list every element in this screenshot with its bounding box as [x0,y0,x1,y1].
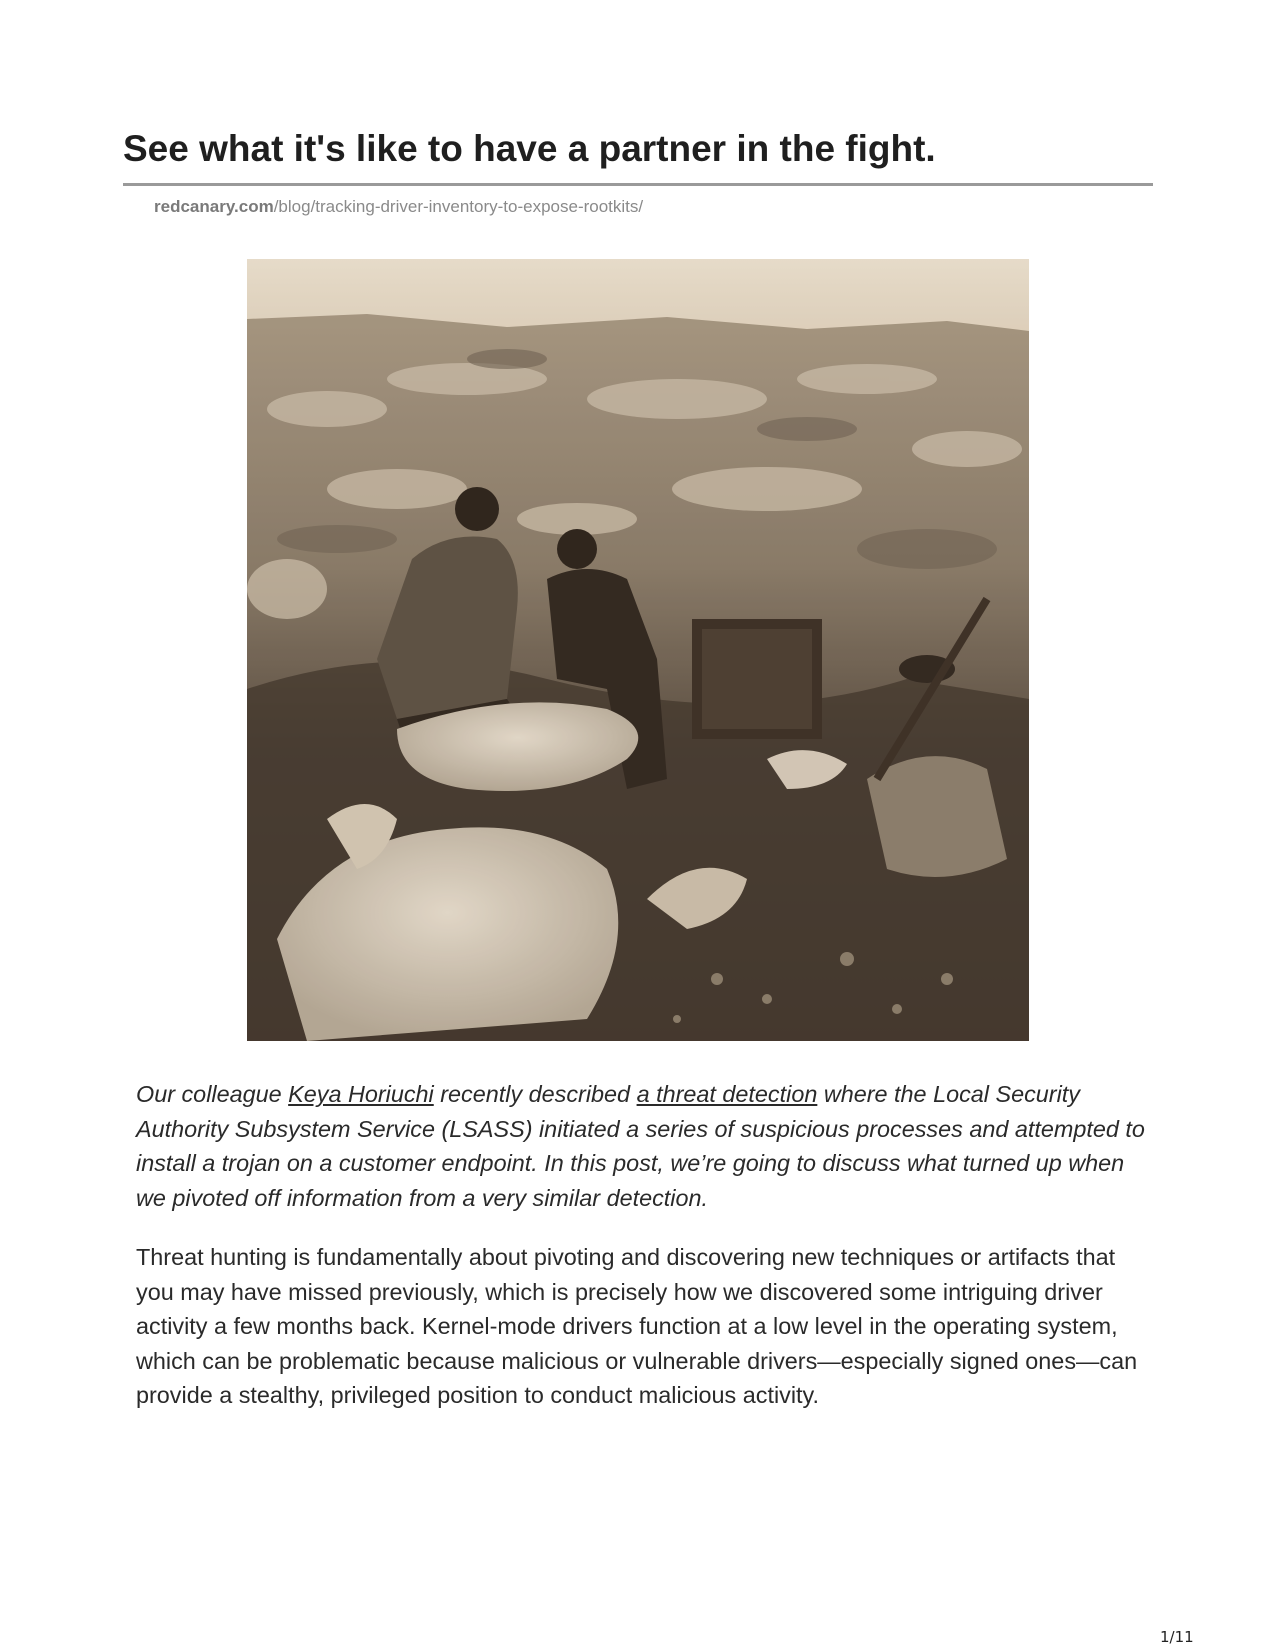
link-keya-horiuchi[interactable]: Keya Horiuchi [288,1081,434,1107]
intro-paragraph: Our colleague Keya Horiuchi recently described a threat detection where the Local Security Authority Subsystem Service (LSASS) initiated a series of suspicious processes and attempted to install a trojan on a customer endpoint. In this post, we’re going to discuss what turned up when we pivoted off information from a very similar detection. [136,1081,1145,1211]
page-number: 1/11 [1160,1628,1194,1646]
source-domain: redcanary.com [154,197,274,216]
source-path: /blog/tracking-driver-inventory-to-expose-rootkits/ [273,197,644,216]
source-url[interactable] [154,197,643,217]
link-threat-detection[interactable]: a threat detection [636,1081,818,1107]
title-divider [123,183,1153,186]
hero-photo [247,259,1029,1041]
body-paragraph: Threat hunting is fundamentally about pivoting and discovering new techniques or artifacts that you may have missed previously, which is precisely how we discovered some intriguing driver activity a few months back. Kernel-mode drivers function at a low level in the operating system, which can be problematic because malicious or vulnerable drivers—especially signed ones—can provide a stealthy, privileged position to conduct malicious activity. [136,1244,1138,1408]
page-title: See what it's like to have a partner in the fight. [123,128,936,169]
